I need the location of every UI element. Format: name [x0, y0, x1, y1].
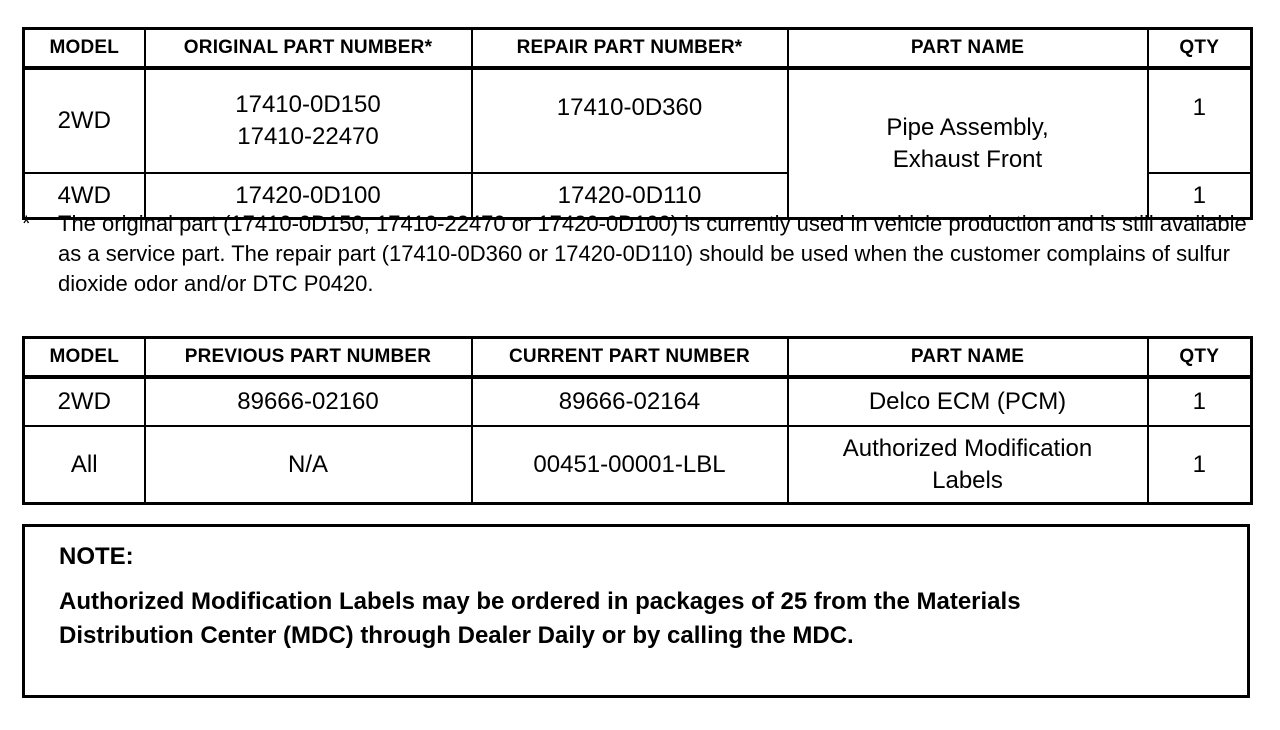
model-cell: All — [24, 426, 145, 504]
repair-parts-table — [22, 27, 1253, 220]
model-cell: 2WD — [24, 68, 145, 173]
original-part-number: 17410-22470 — [237, 123, 379, 150]
ecm-parts-table — [22, 336, 1253, 505]
table-row — [24, 426, 1252, 504]
header-qty: QTY — [1148, 338, 1252, 378]
table-row — [24, 68, 1252, 173]
table-header-row — [24, 29, 1252, 69]
repair-part-cell: 17420-0D110 — [472, 173, 788, 219]
current-part-cell: 00451-00001-LBL — [472, 426, 788, 504]
part-name-cell: Delco ECM (PCM) — [788, 377, 1148, 426]
header-part-name: PART NAME — [788, 29, 1148, 69]
previous-part-cell: N/A — [145, 426, 472, 504]
original-part-cell: 17420-0D100 — [145, 173, 472, 219]
note-box — [22, 524, 1250, 698]
header-part-name: PART NAME — [788, 338, 1148, 378]
part-name-line: Pipe Assembly, — [886, 113, 1049, 141]
header-qty: QTY — [1148, 29, 1252, 69]
header-model: MODEL — [24, 29, 145, 69]
model-cell: 4WD — [24, 173, 145, 219]
model-cell: 2WD — [24, 377, 145, 426]
qty-cell: 1 — [1148, 68, 1252, 173]
part-name-line: Authorized Modification — [842, 434, 1093, 462]
footnote-marker: * — [22, 211, 31, 236]
note-body: Authorized Modification Labels may be ordered in packages of 25 from the Materials Distribution Center (MDC) through Dealer Daily or by calling the MDC. — [59, 588, 1021, 649]
part-name-cell — [788, 68, 1148, 219]
qty-cell: 1 — [1148, 426, 1252, 504]
original-part-cell — [145, 68, 472, 173]
repair-part-cell: 17410-0D360 — [472, 68, 788, 173]
part-name-line: Labels — [932, 466, 1003, 494]
header-model: MODEL — [24, 338, 145, 378]
header-repair-part-number: REPAIR PART NUMBER* — [472, 29, 788, 69]
part-name-cell — [788, 426, 1148, 504]
table-header-row — [24, 338, 1252, 378]
previous-part-cell: 89666-02160 — [145, 377, 472, 426]
qty-cell: 1 — [1148, 377, 1252, 426]
table-row — [24, 377, 1252, 426]
header-previous-part-number: PREVIOUS PART NUMBER — [145, 338, 472, 378]
header-current-part-number: CURRENT PART NUMBER — [472, 338, 788, 378]
part-name-line: Exhaust Front — [892, 145, 1043, 173]
note-title: NOTE: — [59, 543, 134, 570]
qty-cell: 1 — [1148, 173, 1252, 219]
current-part-cell: 89666-02164 — [472, 377, 788, 426]
header-original-part-number: ORIGINAL PART NUMBER* — [145, 29, 472, 69]
original-part-number: 17410-0D150 — [235, 91, 381, 118]
footnote-text: The original part (17410-0D150, 17410-22470 or 17420-0D100) is currently used in vehicle production and is still available as a service part. The repair part (17410-0D360 or 17420-0D110) should be used when the customer complains of sulfur dioxide odor and/or DTC P0420. — [58, 211, 1247, 296]
